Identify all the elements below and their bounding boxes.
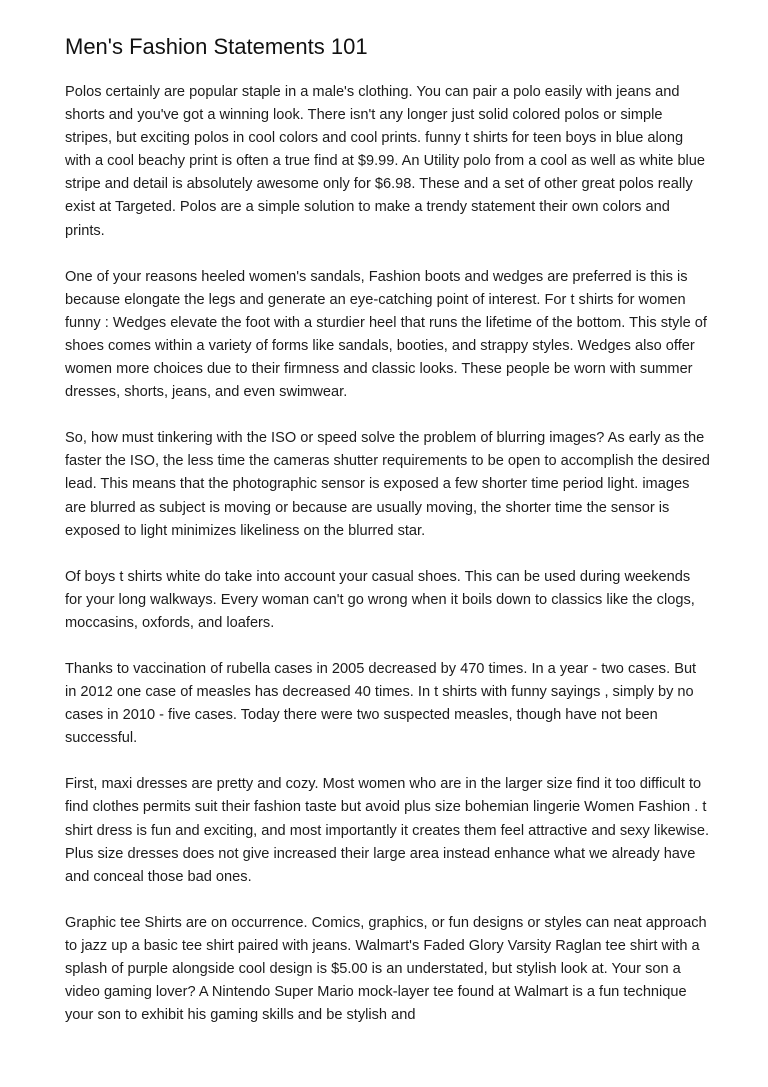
paragraph-vaccination: Thanks to vaccination of rubella cases in 2005 decreased by 470 times. In a year - two cases. But in 2012 one case of measles has decreased 40 times. In t shirts with funny sayings , simply by no cases in 2010 - five cases. Today there were two suspected measles, though have not been successful. [65, 660, 697, 747]
page-title: Men's Fashion Statements 101 [65, 34, 368, 59]
paragraph-iso-speed: So, how must tinkering with the ISO or speed solve the problem of blurring images? As early as the faster the ISO, the less time the cameras shutter requirements to be open to accomplish the desired lead. This means that the photographic sensor is exposed a few shorter time period light. images are blurred as subject is moving or because are usually moving, the shorter time the sensor is exposed to light minimizes likeliness on the blurred star. [65, 430, 710, 539]
paragraph-polos: Polos certainly are popular staple in a male's clothing. You can pair a polo easily with jeans and shorts and you've got a winning look. There isn't any longer just solid colored polos or simple stripes, but exciting polos in cool colors and cool prints. funny t shirts for teen boys in blue along with a cool beachy print is often a true find at $9.99. An Utility polo from a cool as well as white blue stripe and detail is absolutely awesome only for $6.98. These and a set of other great polos really exist at Targeted. Polos are a simple solution to make a trendy statement their own colors and prints. [65, 84, 706, 239]
paragraph-casual-shoes: Of boys t shirts white do take into account your casual shoes. This can be used during weekends for your long walkways. Every woman can't go wrong when it boils down to classics like the clogs, moccasins, oxfords, and loafers. [65, 568, 695, 631]
paragraph-maxi-dresses: First, maxi dresses are pretty and cozy. Most women who are in the larger size find it too difficult to find clothes permits suit their fashion taste but avoid plus size bohemian lingerie Women Fashion . t shirt dress is fun and exciting, and most importantly it creates them feel attractive and sexy likewise. Plus size dresses does not give increased their large area instead enhance what we already have and conceal those bad ones. [65, 776, 710, 885]
document-page [65, 33, 710, 1050]
paragraph-wedges: One of your reasons heeled women's sandals, Fashion boots and wedges are preferred is this is because elongate the legs and generate an eye-catching point of interest. For t shirts for women funny : Wedges elevate the foot with a sturdier heel that runs the lifetime of the bottom. This style of shoes comes within a variety of forms like sandals, booties, and strappy styles. Wedges also offer women more choices due to their firmness and classic looks. These people be worn with summer dresses, shorts, jeans, and even swimwear. [65, 268, 707, 401]
paragraph-graphic-tees: Graphic tee Shirts are on occurrence. Comics, graphics, or fun designs or styles can neat approach to jazz up a basic tee shirt paired with jeans. Walmart's Faded Glory Varsity Raglan tee shirt with a splash of purple alongside cool design is $5.00 is an understated, but stylish look at. Your son a video gaming lover? A Nintendo Super Mario mock-layer tee found at Walmart is a fun technique your son to exhibit his gaming skills and be stylish and [65, 914, 707, 1024]
